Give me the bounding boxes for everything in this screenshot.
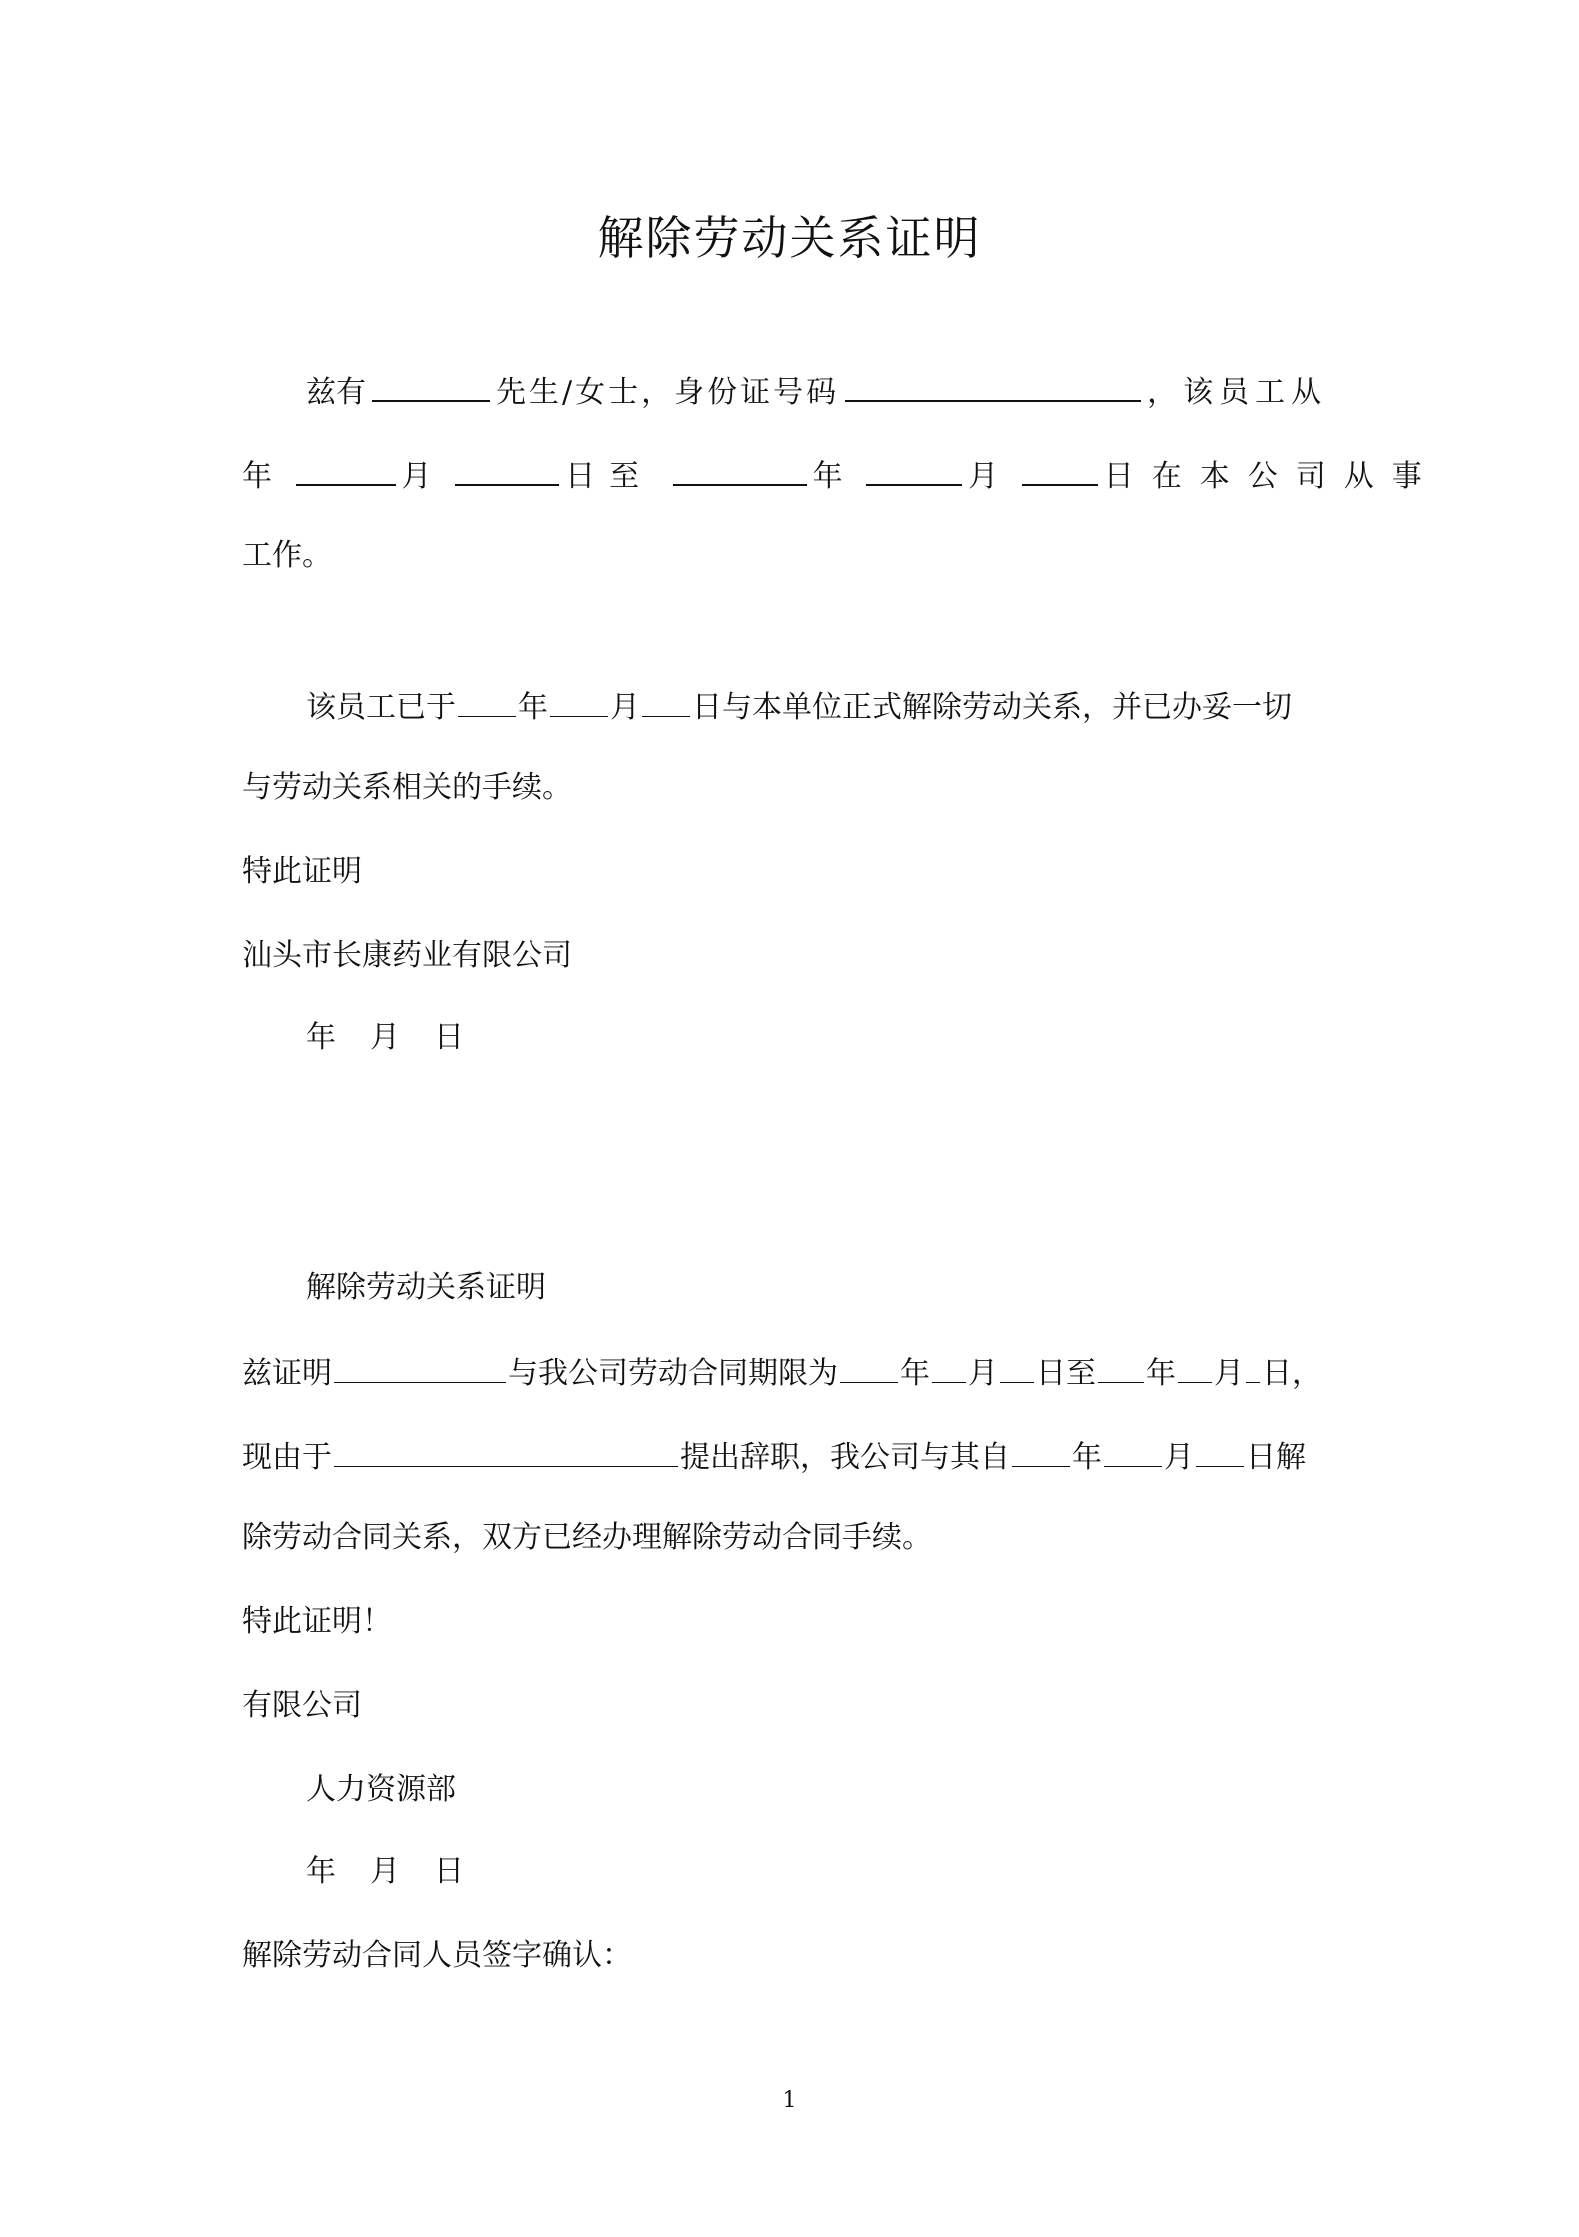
start-year-blank[interactable]	[296, 454, 396, 486]
release-day-blank[interactable]	[642, 686, 690, 717]
contract-start-day-blank[interactable]	[1000, 1352, 1034, 1383]
paragraph-3-line-3: 除劳动合同关系，双方已经办理解除劳动合同手续。	[242, 1520, 932, 1555]
end-year-blank[interactable]	[673, 454, 807, 486]
paragraph-3-line-1: 兹证明 与我公司劳动合同期限为 年 月 日至 年 月 日，	[242, 1352, 1352, 1394]
company-name-1: 汕头市长康药业有限公司	[242, 938, 572, 973]
paragraph-1-line-2: 年 月 日至 年 月 日在本公司从事	[242, 454, 1352, 497]
certify-text-2: 特此证明！	[242, 1604, 392, 1639]
end-month-blank[interactable]	[866, 454, 962, 486]
release-year-blank[interactable]	[458, 686, 516, 717]
end-day-blank[interactable]	[1022, 454, 1098, 486]
reason-blank[interactable]	[334, 1436, 678, 1467]
paragraph-1-line-1: 兹有 先生/女士，身份证号码 ，该员工从	[306, 370, 1352, 413]
date-line-1: 年 月 日	[306, 1020, 464, 1055]
section-2-title: 解除劳动关系证明	[306, 1270, 546, 1305]
contract-start-month-blank[interactable]	[932, 1352, 966, 1383]
contract-end-month-blank[interactable]	[1178, 1352, 1212, 1383]
department-name: 人力资源部	[306, 1772, 456, 1807]
certify-text-1: 特此证明	[242, 854, 362, 889]
contract-end-day-blank[interactable]	[1246, 1352, 1260, 1383]
contract-start-year-blank[interactable]	[840, 1352, 898, 1383]
paragraph-1-line-3: 工作。	[242, 538, 332, 573]
employee-name-blank[interactable]	[334, 1352, 506, 1383]
paragraph-2-line-2: 与劳动关系相关的手续。	[242, 770, 572, 805]
page-number: 1	[782, 2088, 797, 2113]
name-blank[interactable]	[372, 370, 490, 402]
paragraph-3-line-2: 现由于 提出辞职，我公司与其自 年 月 日解	[242, 1436, 1352, 1478]
termination-year-blank[interactable]	[1012, 1436, 1070, 1467]
start-month-blank[interactable]	[455, 454, 559, 486]
company-name-2: 有限公司	[242, 1688, 362, 1723]
contract-end-year-blank[interactable]	[1098, 1352, 1144, 1383]
release-month-blank[interactable]	[550, 686, 608, 717]
document-title: 解除劳动关系证明	[597, 211, 982, 265]
termination-month-blank[interactable]	[1104, 1436, 1162, 1467]
id-number-blank[interactable]	[845, 370, 1141, 402]
date-line-2: 年 月 日	[306, 1854, 464, 1889]
termination-day-blank[interactable]	[1196, 1436, 1244, 1467]
signature-confirmation: 解除劳动合同人员签字确认：	[242, 1938, 632, 1973]
paragraph-2-line-1: 该员工已于 年 月 日与本单位正式解除劳动关系，并已办妥一切	[306, 686, 1352, 728]
